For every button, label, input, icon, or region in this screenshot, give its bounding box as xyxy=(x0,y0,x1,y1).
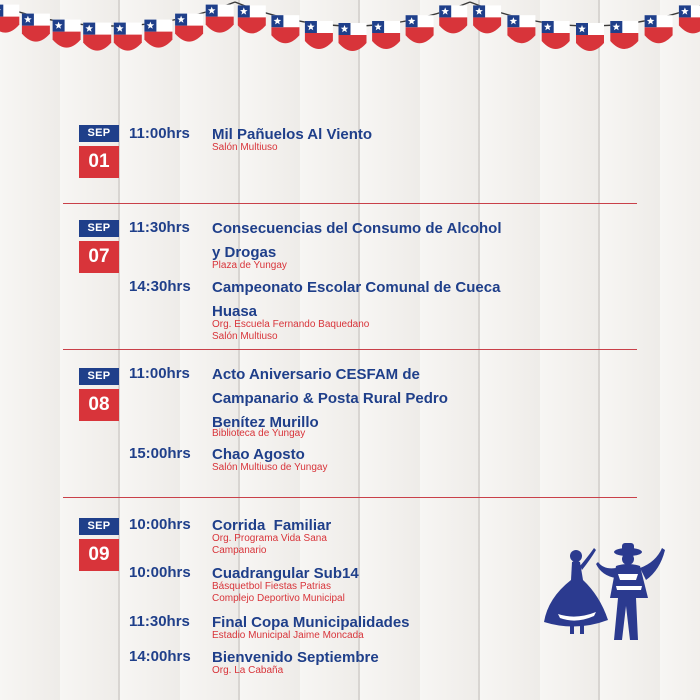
date-day: 01 xyxy=(79,146,119,178)
event-detail: Biblioteca de Yungay xyxy=(212,428,306,439)
event-time: 10:00hrs xyxy=(129,516,191,533)
event-detail: Plaza de Yungay xyxy=(212,260,287,271)
event-time: 14:30hrs xyxy=(129,278,191,295)
event-detail: Complejo Deportivo Municipal xyxy=(212,593,345,604)
event-title: Chao Agosto xyxy=(212,446,305,463)
event-time: 11:00hrs xyxy=(129,125,190,142)
event-time: 11:30hrs xyxy=(129,219,190,236)
event-title: Campeonato Escolar Comunal de Cueca Huasa xyxy=(212,279,501,320)
section-divider xyxy=(63,203,637,204)
date-month: SEP xyxy=(79,518,119,535)
date-month: SEP xyxy=(79,368,119,385)
date-badge xyxy=(79,518,119,571)
date-day: 09 xyxy=(79,539,119,571)
event-time: 11:30hrs xyxy=(129,613,190,630)
event-title: Consecuencias del Consumo de Alcohol y Drogas xyxy=(212,220,502,261)
date-badge xyxy=(79,220,119,273)
date-day: 08 xyxy=(79,389,119,421)
event-detail: Básquetbol Fiestas Patrias xyxy=(212,581,331,592)
section-divider xyxy=(63,349,637,350)
section-divider xyxy=(63,497,637,498)
event-detail: Salón Multiuso xyxy=(212,142,278,153)
event-detail: Campanario xyxy=(212,545,267,556)
event-title: Acto Aniversario CESFAM de Campanario & Posta Rural Pedro Benítez Murillo xyxy=(212,366,448,431)
event-title: Final Copa Municipalidades xyxy=(212,614,410,631)
event-detail: Org. La Cabaña xyxy=(212,665,284,676)
event-detail: Salón Multiuso xyxy=(212,331,278,342)
event-title: Mil Pañuelos Al Viento xyxy=(212,126,373,143)
cueca-dancers-icon xyxy=(538,540,668,650)
event-title: Corrida Familiar xyxy=(212,517,332,534)
date-day: 07 xyxy=(79,241,119,273)
event-detail: Org. Programa Vida Sana xyxy=(212,533,327,544)
event-detail: Salón Multiuso de Yungay xyxy=(212,462,328,473)
event-time: 10:00hrs xyxy=(129,564,191,581)
event-title: Cuadrangular Sub14 xyxy=(212,565,359,582)
date-month: SEP xyxy=(79,220,119,237)
event-time: 15:00hrs xyxy=(129,445,191,462)
event-time: 11:00hrs xyxy=(129,365,190,382)
date-badge xyxy=(79,125,119,178)
date-badge xyxy=(79,368,119,421)
event-detail: Estadio Municipal Jaime Moncada xyxy=(212,630,364,641)
date-month: SEP xyxy=(79,125,119,142)
event-time: 14:00hrs xyxy=(129,648,191,665)
event-detail: Org. Escuela Fernando Baquedano xyxy=(212,319,370,330)
event-title: Bienvenido Septiembre xyxy=(212,649,379,666)
